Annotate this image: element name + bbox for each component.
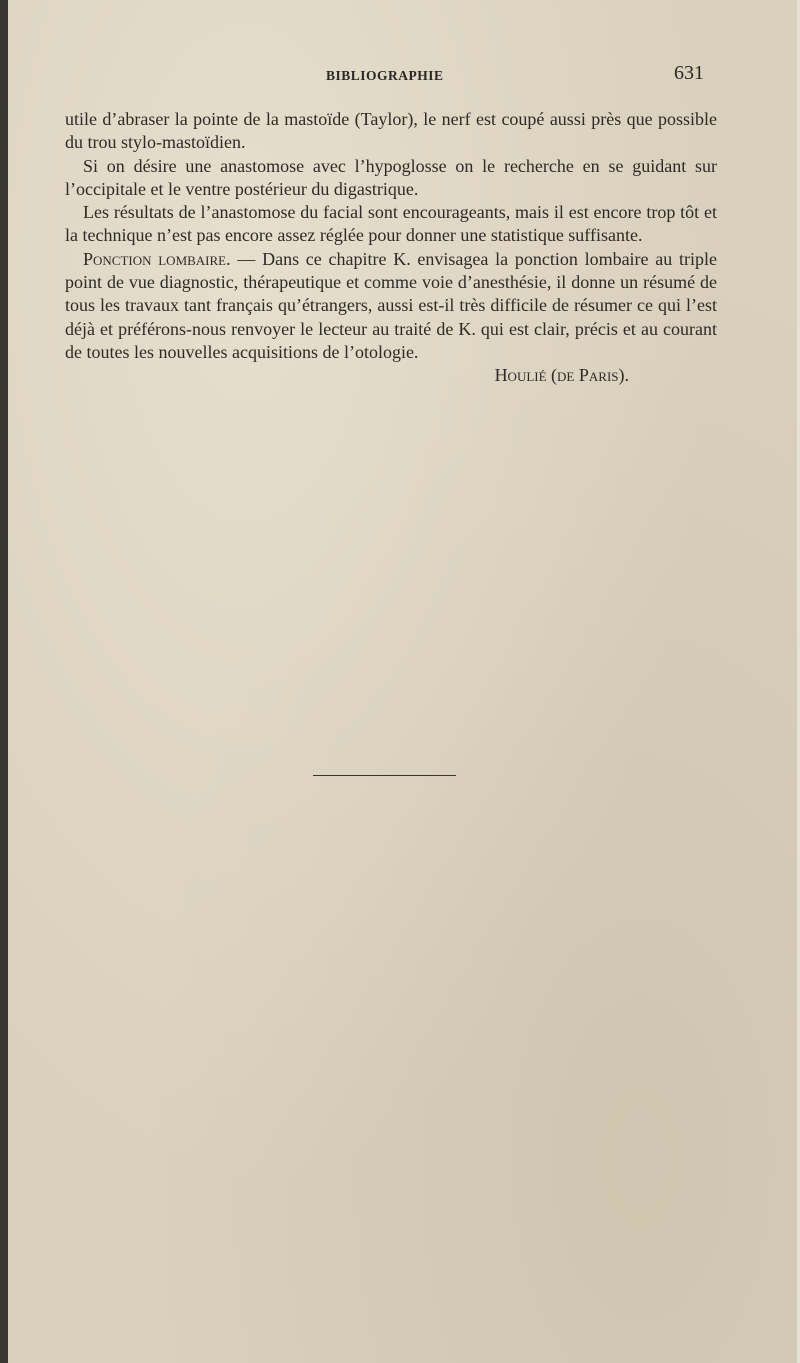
paragraph-1: utile d’abraser la pointe de la mastoïde (Taylor), le nerf est coupé aussi près que possible du trou stylo-mastoïdien. [65, 109, 717, 153]
paragraph-4-text: — Dans ce chapitre K. envisagea la ponction lombaire au triple point de vue diagnostic, thérapeutique et comme voie d’anesthésie, il donne un résumé de tous les travaux tant français qu’étrangers, aussi est-il très difficile de résumer ce qui l’est déjà et préférons-nous renvoyer le lecteur au traité de K. qui est clair, précis et au courant de toutes les nouvelles acquisitions de l’otologie. [65, 248, 717, 362]
paragraph-4 [65, 248, 717, 364]
body-text [65, 108, 717, 388]
section-heading-ponction-lombaire: Ponction lombaire. [83, 248, 231, 269]
running-title: BIBLIOGRAPHIE [326, 68, 444, 83]
author-signature: Houlié (de Paris). [494, 365, 629, 386]
section-divider-rule [313, 775, 456, 776]
running-head [8, 62, 800, 88]
signature-line [65, 364, 717, 387]
page-number: 631 [674, 62, 704, 84]
paragraph-3: Les résultats de l’anastomose du facial sont encourageants, mais il est encore trop tôt et la technique n’est pas encore assez réglée pour donner une statistique suffisante. [65, 202, 717, 246]
book-page [8, 0, 800, 1363]
paragraph-2: Si on désire une anastomose avec l’hypoglosse on le recherche en se guidant sur l’occipitale et le ventre postérieur du digastrique. [65, 155, 717, 199]
